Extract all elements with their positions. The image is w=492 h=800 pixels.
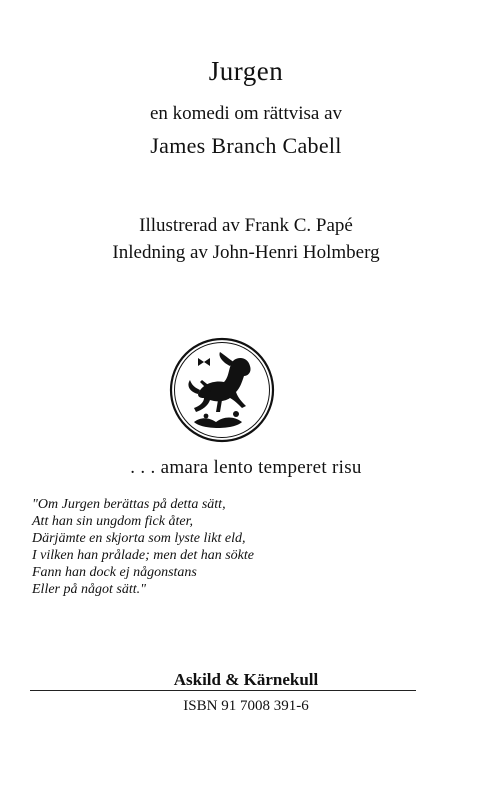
latin-motto: . . . amara lento temperet risu bbox=[130, 457, 362, 478]
illustrator-credit: Illustrerad av Frank C. Papé bbox=[139, 215, 353, 236]
book-title: Jurgen bbox=[208, 56, 284, 86]
introduction-credit: Inledning av John-Henri Holmberg bbox=[112, 242, 380, 263]
horizontal-rule bbox=[30, 690, 416, 691]
verse-line: Att han sin ungdom fick åter, bbox=[32, 514, 193, 529]
verse-line: Därjämte en skjorta som lyste likt eld, bbox=[32, 531, 246, 546]
verse-line: "Om Jurgen berättas på detta sätt, bbox=[32, 497, 226, 512]
verse-line: I vilken han prålade; men det han sökte bbox=[32, 548, 254, 563]
verse-line: Eller på något sätt." bbox=[32, 582, 146, 597]
isbn-number: ISBN 91 7008 391-6 bbox=[183, 698, 309, 714]
publisher-name: Askild & Kärnekull bbox=[173, 670, 319, 689]
author-name: James Branch Cabell bbox=[150, 133, 342, 158]
book-subtitle: en komedi om rättvisa av bbox=[149, 103, 343, 124]
verse-line: Fann han dock ej någonstans bbox=[32, 565, 197, 580]
verse-quote bbox=[32, 496, 432, 598]
rearing-horse-emblem-icon bbox=[168, 336, 276, 444]
